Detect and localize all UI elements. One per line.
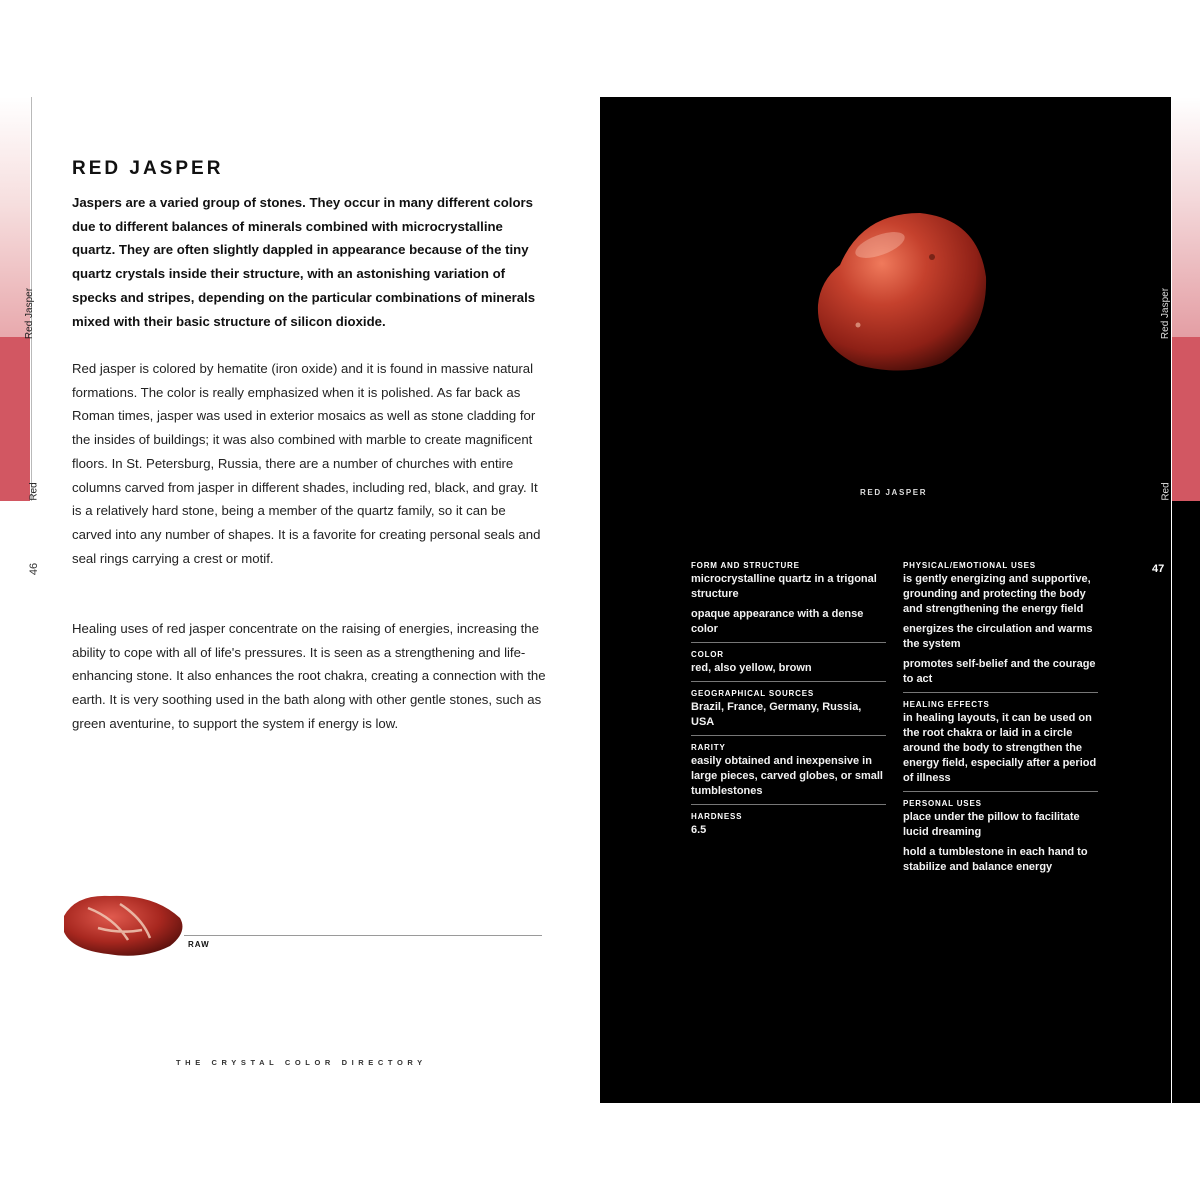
physical-emotional-line: promotes self-belief and the courage to act [903,658,1096,685]
personal-uses-section [903,798,1098,880]
rarity-heading: RARITY [691,743,726,752]
geographical-sources-section [691,688,886,736]
form-structure-line: opaque appearance with a dense color [691,608,864,635]
healing-effects-section [903,699,1098,792]
personal-uses-line: place under the pillow to facilitate lucid dreaming [903,811,1080,838]
facts-column-left [691,560,886,849]
geographical-sources-line: Brazil, France, Germany, Russia, USA [691,701,862,728]
hardness-heading: HARDNESS [691,812,743,821]
personal-uses-heading: PERSONAL USES [903,799,982,808]
form-structure-heading: FORM AND STRUCTURE [691,561,800,570]
hardness-line: 6.5 [691,824,707,836]
personal-uses-line: hold a tumblestone in each hand to stabilize and balance energy [903,846,1088,873]
left-side-tab-label-stone: Red Jasper [24,287,36,340]
color-heading: COLOR [691,650,724,659]
healing-effects-line: in healing layouts, it can be used on the root chakra or laid in a circle around the body to strengthen the energy field, especially after a period of illness [903,712,1097,784]
book-footer: THE CRYSTAL COLOR DIRECTORY [176,1058,427,1067]
red-jasper-tumblestone-image [810,205,990,375]
color-line: red, also yellow, brown [691,662,812,674]
page-title: RED JASPER [72,158,224,179]
left-page-number: 46 [28,562,41,576]
image-caption: RED JASPER [860,488,928,497]
left-side-tab-color-block [0,337,30,501]
right-side-tab-label-stone: Red Jasper [1160,287,1172,340]
body-paragraph-history: Red jasper is colored by hematite (iron oxide) and it is found in massive natural formations. The color is really emphasized when it is polished. As far back as Roman times, jasper was used in exterior mosaics as well as stone cladding for the insides of buildings; it was also combined with marble to create magnificent floors. In St. Petersburg, Russia, there are a number of churches with entire columns carved from jasper in different shades, including red, black, and gray. It is a relatively hard stone, being a member of the quartz family, so it can be carved into any number of shapes. It is a favorite for creating personal seals and seal rings carrying a crest or motif. [72,361,541,566]
geographical-sources-heading: GEOGRAPHICAL SOURCES [691,689,814,698]
right-side-tab-color-block [1172,337,1200,501]
hardness-section [691,811,886,843]
variety-label: RAW [188,940,210,949]
body-paragraph-healing: Healing uses of red jasper concentrate on the raising of energies, increasing the ability to cope with all of life's pressures. It is seen as a strengthening and life-enhancing stone. It also enhances the root chakra, creating a connection with the earth. It is very soothing used in the bath along with other gentle stones, such as green aventurine, to support the system if energy is low. [72,621,546,731]
form-structure-line: microcrystalline quartz in a trigonal structure [691,573,877,600]
physical-emotional-line: is gently energizing and supportive, grounding and protecting the body and strengthening the energy field [903,573,1091,615]
physical-emotional-heading: PHYSICAL/EMOTIONAL USES [903,561,1036,570]
rarity-section [691,742,886,805]
color-section [691,649,886,682]
left-side-tab-label-color: Red [28,482,40,501]
healing-effects-heading: HEALING EFFECTS [903,700,990,709]
right-side-tab-gradient [1172,97,1200,337]
physical-emotional-section [903,560,1098,693]
intro-paragraph: Jaspers are a varied group of stones. They occur in many different colors due to different balances of minerals combined with microcrystalline quartz. They are often slightly dappled in appearance because of the tiny quartz crystals inside their structure, with an astonishing variation of specks and stripes, depending on the particular combinations of minerals mixed with their basic structure of silicon dioxide. [72,195,536,329]
physical-emotional-line: energizes the circulation and warms the system [903,623,1093,650]
right-page-number: 47 [1152,563,1165,575]
right-side-tab-label-color: Red [1160,482,1172,501]
right-side-tab-dark [1172,501,1200,1103]
raw-stone-image [58,888,188,960]
form-structure-section [691,560,886,643]
facts-column-right [903,560,1098,886]
variety-divider [184,935,542,936]
rarity-line: easily obtained and inexpensive in large pieces, carved globes, or small tumblestones [691,755,883,797]
